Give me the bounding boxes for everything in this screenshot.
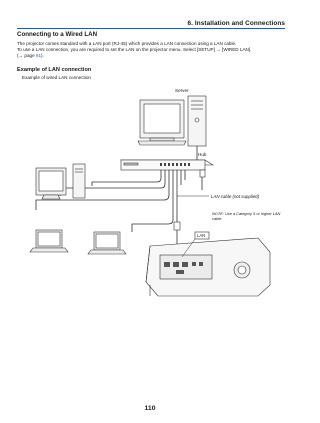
server-tower-icon	[188, 96, 206, 146]
example-heading: Example of LAN connection	[17, 67, 92, 73]
server-label: Server	[175, 88, 189, 93]
laptop-icon-1	[30, 230, 68, 252]
section-header: 6. Installation and Connections	[187, 20, 285, 27]
page-ref-suffix: ).	[41, 53, 44, 58]
lan-plug-icon-top	[200, 170, 205, 177]
page-heading: Connecting to a Wired LAN	[17, 31, 98, 38]
lan-port-label: LAN	[197, 233, 206, 238]
server-monitor-icon	[138, 100, 186, 145]
page-ref-link[interactable]: 91	[35, 53, 42, 58]
body-line-2: To use a LAN connection, you are required to set the LAN on the projector menu. Select [SETUP] → [WIRED LAN].	[17, 47, 252, 52]
body-line-1: The projector comes standard with a LAN port (RJ-45) which provides a LAN connection using a LAN cable.	[17, 41, 237, 46]
hub-label: Hub	[198, 152, 207, 157]
projector-icon	[146, 238, 270, 296]
cable-note: NOTE: Use a Category 5 or higher LAN cable.	[212, 211, 281, 221]
cable-label: LAN cable (not supplied)	[211, 194, 260, 199]
hub-icon	[121, 160, 213, 170]
desktop-pc-tower-icon	[73, 164, 85, 198]
example-caption: Example of wired LAN connection	[22, 75, 91, 80]
laptop-icon-2	[88, 232, 126, 254]
page-number: 110	[144, 405, 156, 412]
page-ref-prefix: (→ page	[17, 53, 36, 58]
lan-plug-icon-bottom	[174, 222, 180, 230]
desktop-pc-monitor-icon	[36, 168, 66, 199]
